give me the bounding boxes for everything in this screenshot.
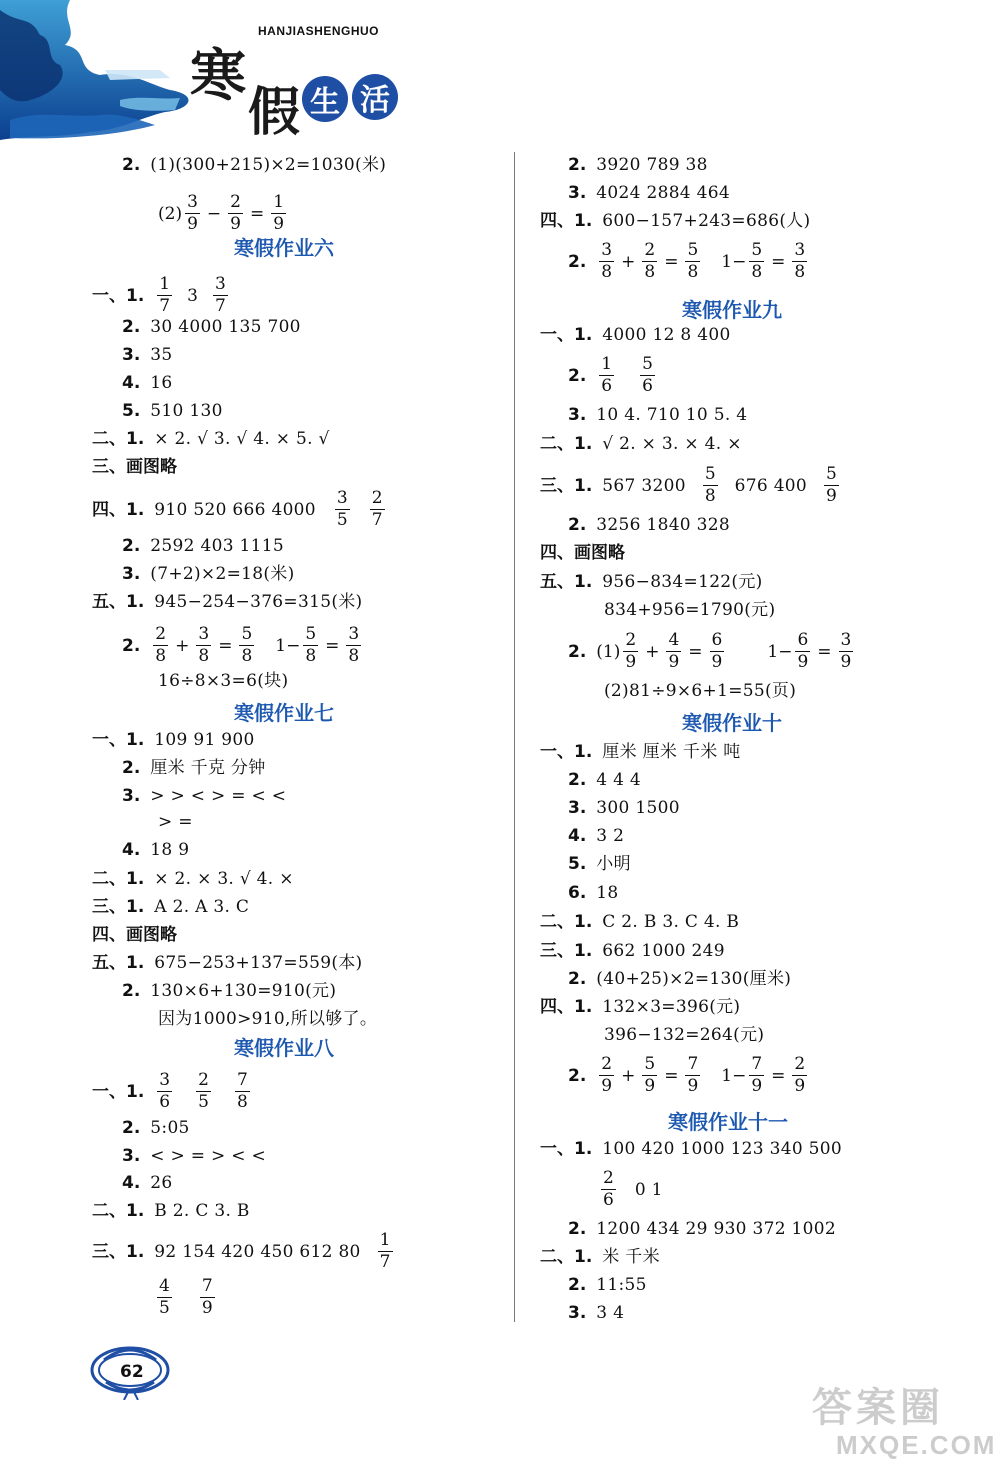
answer-line: 2. 5:05 [122,1118,190,1138]
answer-line: 因为1000>910,所以够了。 [158,1009,378,1029]
section-heading: 寒假作业六 [234,236,334,260]
answer-line: 396−132=264(元) [604,1025,765,1045]
answer-line: 五、1. 675−253+137=559(本) [92,953,363,973]
answer-line: 三、1. A 2. A 3. C [92,897,250,917]
section-heading: 寒假作业十一 [668,1110,788,1134]
answer-line: 3. 300 1500 [568,798,680,818]
fraction: $\frac{6}{9}$ [711,630,723,672]
answer-line: 4. 3 2 [568,826,625,846]
fraction: $\frac{3}{9}$ [187,192,198,234]
answer-line: 二、1. × 2. √ 3. √ 4. × 5. √ [92,429,330,449]
fraction: $\frac{2}{9}$ [625,630,637,672]
answer-line: 2. 2592 403 1115 [122,536,284,556]
answer-line: 五、1. 956−834=122(元) [540,572,763,592]
fraction: $\frac{7}{9}$ [687,1054,699,1096]
fraction: $\frac{1}{7}$ [379,1230,391,1272]
section-heading: 寒假作业八 [234,1036,334,1060]
fraction: $\frac{3}{6}$ [159,1070,171,1112]
answer-line: 一、1. $\frac{1}{7}$ 3 $\frac{3}{7}$ [92,274,226,316]
fraction: $\frac{2}{7}$ [371,488,383,530]
fraction: $\frac{7}{9}$ [751,1054,763,1096]
brand-pinyin: HANJIASHENGHUO [258,24,380,38]
answer-line: 二、1. B 2. C 3. B [92,1201,250,1221]
answer-line: 二、1. 米 千米 [540,1247,660,1267]
answer-line: 6. 18 [568,883,619,903]
answer-line: 2. $\frac{1}{6}$ $\frac{5}{6}$ [568,354,653,396]
answer-line: 一、1. 4000 12 8 400 [540,325,731,345]
answer-line: 四、1. 600−157+243=686(人) [540,211,811,231]
answer-line: 三、1. 662 1000 249 [540,941,725,961]
section-heading: 寒假作业九 [682,298,782,322]
fraction: $\frac{3}{8}$ [198,624,210,666]
header-banner [0,0,420,150]
title-char-1: 寒 [190,43,246,109]
answer-line: 四、画图略 [92,925,177,945]
watermark-text: 答案圈 [812,1385,944,1431]
fraction: $\frac{3}{5}$ [336,488,348,530]
answer-line: 3. < > = > < < [122,1146,267,1166]
fraction: $\frac{2}{8}$ [644,240,656,282]
answer-line: 5. 510 130 [122,401,223,421]
column-divider [514,152,515,1322]
answer-line: 2. $\frac{3}{8}$ + $\frac{2}{8}$ = $\frac{5}{8}$ 1− $\frac{5}{8}$ = $\frac{3}{8}$ [568,240,806,282]
fraction: $\frac{5}{9}$ [826,464,837,506]
fraction: $\frac{6}{9}$ [797,630,809,672]
section-heading: 寒假作业十 [682,711,782,735]
answer-line: 2. (1) $\frac{2}{9}$ + $\frac{4}{9}$ = $\frac{6}{9}$ 1− $\frac{6}{9}$ = $\frac{3}{9}$ [568,630,852,672]
answer-line: 3. (7+2)×2=18(米) [122,564,295,584]
fraction: $\frac{1}{6}$ [601,354,613,396]
fraction: $\frac{2}{9}$ [601,1054,613,1096]
answer-line: 3. 10 4. 710 10 5. 4 [568,405,748,425]
fraction: $\frac{4}{9}$ [668,630,680,672]
answer-line: 一、1. 厘米 厘米 千米 吨 [540,742,741,762]
watermark-url: MXQE.COM [836,1430,997,1460]
fraction: $\frac{3}{8}$ [601,240,613,282]
answer-line: 4. 26 [122,1173,173,1193]
answer-line: 一、1. $\frac{3}{6}$ $\frac{2}{5}$ $\frac{7}{8}$ [92,1070,248,1112]
answer-line: 三、1. 567 3200 $\frac{5}{8}$ 676 400 $\frac{5}{9}$ [540,464,837,506]
title-char-3: 生 [302,76,348,122]
answer-line: 2. 1200 434 29 930 372 1002 [568,1219,837,1239]
fraction: $\frac{7}{8}$ [236,1070,248,1112]
answer-line: 四、1. 132×3=396(元) [540,997,741,1017]
fraction: $\frac{2}{9}$ [230,192,241,234]
answer-line: 三、画图略 [92,457,177,477]
fraction: $\frac{3}{8}$ [348,624,360,666]
answer-line: 4. 18 9 [122,840,190,860]
page-number: 62 [120,1362,144,1382]
answer-line: 834+956=1790(元) [604,600,776,620]
answer-line: 2. $\frac{2}{9}$ + $\frac{5}{9}$ = $\frac{7}{9}$ 1− $\frac{7}{9}$ = $\frac{2}{9}$ [568,1054,806,1096]
answer-line: 16÷8×3=6(块) [158,671,289,691]
answer-line: 2. 11:55 [568,1275,647,1295]
fraction: $\frac{5}{8}$ [751,240,763,282]
answer-line: 2. 30 4000 135 700 [122,317,301,337]
fraction: $\frac{5}{6}$ [642,354,653,396]
answer-line: 二、1. √ 2. × 3. × 4. × [540,434,742,454]
answer-line: 二、1. × 2. × 3. √ 4. × [92,869,294,889]
answer-line: (2)81÷9×6+1=55(页) [604,681,797,701]
title-char-4: 活 [352,74,398,120]
answer-line: 一、1. 100 420 1000 123 340 500 [540,1139,843,1159]
fraction: $\frac{2}{8}$ [155,624,167,666]
answer-line: 4. 16 [122,373,173,393]
answer-line: 3. 3 4 [568,1303,625,1323]
fraction: $\frac{5}{8}$ [241,624,253,666]
fraction: $\frac{1}{9}$ [273,192,285,234]
fraction: $\frac{3}{7}$ [214,274,226,316]
fraction: $\frac{7}{9}$ [201,1276,213,1318]
answer-line: 2. $\frac{2}{8}$ + $\frac{3}{8}$ = $\frac{5}{8}$ 1− $\frac{5}{8}$ = $\frac{3}{8}$ [122,624,360,666]
answer-line: 2. (1)(300+215)×2=1030(米) [122,155,387,175]
answer-line: > = [158,812,193,832]
title-char-2: 假 [248,82,301,143]
answer-line: 2. 4 4 4 [568,770,642,790]
fraction: $\frac{5}{8}$ [687,240,699,282]
fraction: $\frac{3}{8}$ [794,240,806,282]
fraction: $\frac{4}{5}$ [159,1276,170,1318]
answer-line: (2) $\frac{3}{9}$ − $\frac{2}{9}$ = $\frac{1}{9}$ [158,192,285,234]
answer-line: 2. (40+25)×2=130(厘米) [568,969,792,989]
answer-line: 2. 3256 1840 328 [568,515,730,535]
fraction: $\frac{2}{5}$ [198,1070,209,1112]
section-heading: 寒假作业七 [234,701,334,725]
fraction: $\frac{5}{8}$ [704,464,716,506]
answer-line: $\frac{2}{6}$ 0 1 [603,1168,663,1210]
fraction: $\frac{1}{7}$ [159,274,171,316]
fraction: $\frac{5}{9}$ [644,1054,656,1096]
answer-line: 3. > > < > = < < [122,786,287,806]
fraction: $\frac{2}{9}$ [794,1054,806,1096]
fraction: $\frac{2}{6}$ [603,1168,614,1210]
answer-line: 五、1. 945−254−376=315(米) [92,592,363,612]
answer-line: 2. 厘米 千克 分钟 [122,758,266,778]
answer-line: 二、1. C 2. B 3. C 4. B [540,912,740,932]
answer-line: 四、1. 910 520 666 4000 $\frac{3}{5}$ $\frac{2}{7}$ [92,488,383,530]
answer-line [154,1278,218,1317]
answer-line: 3. 35 [122,345,173,365]
answer-line: 5. 小明 [568,854,631,874]
fraction: $\frac{3}{9}$ [840,630,852,672]
answer-line: 2. 3920 789 38 [568,155,708,175]
answer-line: 四、画图略 [540,543,625,563]
fraction: $\frac{5}{8}$ [305,624,317,666]
answer-line: 一、1. 109 91 900 [92,730,255,750]
answer-line: 三、1. 92 154 420 450 612 80 $\frac{1}{7}$ [92,1230,391,1272]
answer-line: 2. 130×6+130=910(元) [122,981,337,1001]
answer-line: 3. 4024 2884 464 [568,183,730,203]
